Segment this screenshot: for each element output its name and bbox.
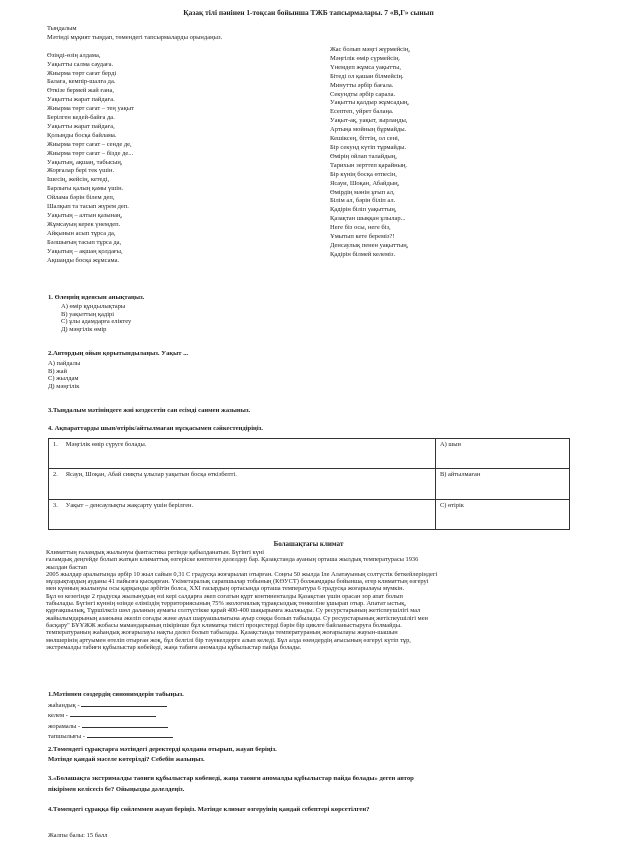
poem-line: Балаға, кемпір-шалға да. (47, 78, 116, 86)
reading-question-1: 1.Мәтіннен сөздердің синонимдерін табыңыз. (48, 691, 184, 698)
poem-line: Білім ал, бәрін біліп ал. (330, 197, 396, 205)
poem-line: Өмірдің мәнін ұғып ал, (330, 188, 395, 196)
reading-question-3: 3.«Болашақта экстрималды таоиғи құбылыстар көбеиеді, жаңа таоиғи аномалды құбылыстар пайда болады» деген автор (48, 775, 414, 782)
poem-line: Бәлшығың тасып тұрса да, (47, 238, 122, 246)
poem-line: Жиырма төрт сағат берді (47, 69, 117, 77)
answer-cell: В) айтылмаған (436, 468, 570, 499)
poem-line: Уақытың – ақшаң қолдағы, (47, 247, 123, 255)
paragraph-line: мұздықтардың ауданы 41 пайызға қысқарған. Үкіметаралық сарапшылар тобының (КӨУСТ) болжамдары бойынша, егер климаттың өзгеруі (46, 578, 429, 586)
poem-line: Жиырма төрт сағат – сенде де, (47, 140, 132, 148)
synonym-item: келем - (48, 710, 173, 720)
poem-line: Уақытың, ақшаң, табысың, (47, 158, 123, 166)
paragraph-line: жылдан бастап (46, 563, 87, 571)
poem-line: Қолыңды босқа байлама. (47, 131, 117, 139)
poem-line: Уақытың – алтын қазынаң, (47, 212, 123, 220)
poem-line: Есептеп, уйрет балаңа. (330, 108, 394, 116)
poem-line: Денсаулық пенен уақыттың, (330, 241, 409, 249)
paragraph-line: 2005 жылдар аралығында әрбір 10 жыл сайын 0,31 С градусқа жоғарылап отырған. Соңғы 50 жылда Іле Алатауының солтүстік беткейлеріндегі (46, 570, 438, 578)
poem-line: Уақыт-ақ, уақыт, зырлаңды, (330, 117, 408, 125)
section-heading: Тыңдалым (47, 25, 77, 32)
paragraph-line: ғаламдық деңгейде болып жатқан климаттық өзгеріске көптеген дәлелдер бар. Қазақстанда ауаның орташа жылдық температурасы 1936 (46, 556, 419, 564)
answer-blank[interactable] (70, 710, 156, 717)
paragraph-line: құрғақшылық, Тұршілксіз шөл даланың аумағы солтүстікке қарай 400-400 шақырымға жылжыды. Су ресурстарының жетіспеушілігі мал (46, 607, 421, 615)
question-1: 1. Өлеңнің идеясын анықтаңыз. (48, 294, 145, 301)
poem-line: Ішесің, жейсің, кетеді, (47, 176, 110, 184)
poem-line: Неге біз осы, неге біз, (330, 224, 391, 232)
poem-line: Қадірін білмей келеміз. (330, 250, 396, 258)
poem-line: Уақытты жарат пайдаға, (47, 122, 115, 130)
option: А) өмір құндылықтары (61, 303, 126, 310)
poem-line: Бір күнің босқа өтпесін, (330, 170, 397, 178)
question-3: 3.Тыңдалым мәтініндеге жиі кездесетін сан есімді санмен жазыныз. (48, 407, 251, 414)
synonym-item: тапшылығы - (48, 731, 173, 741)
poem-line: Ұмытып кете береміз?! (330, 233, 395, 241)
paragraph-line: мен күнның жылынуы осы қарқынды әрбітін болса, XXI ғасырдың ортасында орташа температура 6 градусқа жоғарылауы мүмкін. (46, 585, 405, 593)
poem-line: Жас болып мәңгі жүрмейсің, (330, 46, 410, 53)
reading-question-2-line2: Мәтінде қандай мәселе көтерілді? Себебін жазыңыз. (48, 756, 205, 763)
reading-question-4: 4.Төмендегі сұраққа бір сөйлеммен жауап беріңіз. Мәтінде климат өзгеруінің қандай себептері көрсетілген? (48, 806, 370, 813)
poem-line: Шалқып та тасып жүрем деп. (47, 203, 129, 211)
reading-paragraph (46, 549, 437, 651)
poem-line: Ясауи, Шоқан, Абайдың, (330, 179, 400, 187)
answer-cell: А) шын (436, 439, 570, 469)
paragraph-line: экстремалды табиғи құбылыстар көбейеді, жаңа табиғи аномалды құбылыстар пайда болады. (46, 643, 302, 651)
poem-line: Уақытты қалдыр жұмсадың, (330, 99, 410, 107)
poem-line: Кешіксең, біттің, ол сені, (330, 135, 400, 143)
reading-question-2: 2.Төмендегі сұрақтарға мәтіндегі деректерді қолдана отырып, жауап беріңіз. (48, 746, 277, 753)
option: В) уақыттың қадірі (61, 310, 115, 318)
poem-line: Өткізе бермей жай ғана, (47, 87, 114, 95)
poem-line: Жиырма төрт сағат – бізде де... (47, 149, 134, 157)
synonym-item: жорамалы - (48, 721, 173, 731)
poem-line: Берілген кедей-байға да. (47, 114, 115, 122)
poem-line: Тарихын зерттеп қарайның. (330, 161, 408, 169)
poem-line: Уақытты салма саудаға. (47, 60, 114, 68)
answer-blank[interactable] (81, 700, 167, 707)
option: Д) мәңгілік өмір (61, 325, 107, 333)
paragraph-line: табылады. Бүгінгі күннің өзінде еліміздің территориясының 75% экологиялық тұрақсыздық төнкеліне ұшырап отыр. Апатат ыстық, (46, 600, 406, 608)
poem-line: Секундты әрбір сарала. (330, 90, 396, 98)
question-1-options (61, 303, 131, 333)
paragraph-line: мөлшерінің артуымен өтеліп отырған жоқ, бұл белгілі бір тәуекелдерге алып келеді. Бұл алда өзендердің ағысының өзгеруі күтіп тұр, (46, 636, 411, 644)
poem-line: Өзіңді-өзің алдама, (47, 51, 101, 59)
total-score: Жалпы балы: 15 балл (48, 832, 108, 839)
answer-blank[interactable] (87, 731, 173, 738)
synonym-item: жаһандық - (48, 700, 173, 710)
poem-line: Минутты әрбір бағала. (330, 81, 394, 89)
paragraph-line: жайылымдарының азаюына әкеліп соғады және ауыл шаруашылығына ауыр соққы болып табылады. Су ресурстарының жетіспеушілігі мен (46, 614, 428, 622)
poem-line: Ақшаңды босқа жұмсама. (47, 256, 120, 264)
answer-blank[interactable] (82, 721, 168, 728)
option: А) пайдалы (48, 360, 81, 367)
poem-line: Жұмсауың керек үнемдеп. (47, 220, 121, 228)
matching-table (48, 438, 570, 530)
table-row (49, 439, 570, 469)
option: Д) мәңгілік (48, 382, 80, 390)
poem-line: Қазақтан шыққан ұлылар... (330, 215, 406, 223)
poem-line: Ойлама бәрін білем деп, (47, 194, 115, 202)
answer-cell: С) өтірік (436, 500, 570, 530)
poem-line: Қадірін біліп уақыттың, (330, 206, 397, 214)
poem-line: Өмірің ойлап талайдың, (330, 152, 397, 160)
poem-line: Айқынын асып тұрса да, (47, 229, 116, 237)
question-4: 4. Ақпараттарды шын/өтірік/айтылмаған нұсқасымен сәйкестендіріңіз. (48, 425, 263, 432)
poem-line: Уақытты жарат пайдаға. (47, 96, 115, 104)
page-title: Қазақ тілі пәнінен 1-тоқсан бойынша ТЖБ тапсырмалары. 7 «В,Г» сынып (183, 8, 434, 17)
poem-line: Бір секунд күтіп тұрмайды. (330, 143, 407, 151)
paragraph-line: басқару" БҰҰЖЖ жобасы мамандарының пікірінше бұл климатқа тиісті процестерді бәрін бір циклге байланыстыруға болмайды. (46, 621, 402, 629)
poem-line: Үнемдеп жұмса уақытты, (330, 63, 402, 71)
paragraph-line: Бұл өз кезегінде 2 градусқа жылынудың өзі керi салдарға әкеп соғатын құрт континенталды Қазақстан үшін орасан зор апат болып (46, 592, 403, 600)
statement-cell: 1. Мәңгілік өмір сүруге болады. (49, 439, 436, 469)
option: С) жылдам (48, 375, 79, 383)
table-row (49, 500, 570, 530)
poem-line: Жиырма төрт сағат – тең уақыт (47, 105, 134, 113)
poem-line: Артыңа мойның бұрмайды. (330, 126, 407, 134)
question-2: 2.Автордың ойын қорытындылаңыз. Уақыт ... (48, 350, 189, 357)
poem-right-column (330, 46, 410, 260)
table-row (49, 468, 570, 499)
statement-cell: 3. Уақыт – денсаулықты жақсарту үшін берілген. (49, 500, 436, 530)
reading-question-3-line2: пікірімен келісесіз бе? Ойыңызды дәлелдеңіз. (48, 786, 185, 793)
instruction-text: Мәтінді мұқият тыңдап, төмендегі тапсырмаларды орындаңыз. (47, 33, 223, 41)
poem-line: Бітеді ол қашан білмейсің. (330, 72, 404, 80)
reading-heading: Болашақтағы климат (273, 540, 344, 548)
poem-line: Жорғалар бері тек үшін. (47, 167, 115, 175)
poem-line: Мәңгілік өмір сүрмейсің. (330, 54, 401, 62)
poem-line: Барлығы қалың қамы үшін. (47, 185, 124, 193)
statement-cell: 2. Ясауи, Шоқан, Абай сияқты ұлылар уақытын босқа өткізбепті. (49, 468, 436, 499)
paragraph-line: температураның жаһандық жоғарылауы нақты дәлел болып табылады. Қазақстанда температураның жоғарылауы жауын-шашын (46, 629, 398, 637)
paragraph-line: Климаттың ғаламдық жылынуы фантастика ретінде қабылданатын. Бүгінгі күні (46, 549, 264, 556)
option: С) ұлы адамдарға еліктеу (61, 318, 132, 326)
question-2-options (48, 360, 80, 390)
option: В) жай (48, 367, 67, 375)
synonym-list (48, 700, 173, 742)
poem-left-column (47, 25, 222, 265)
